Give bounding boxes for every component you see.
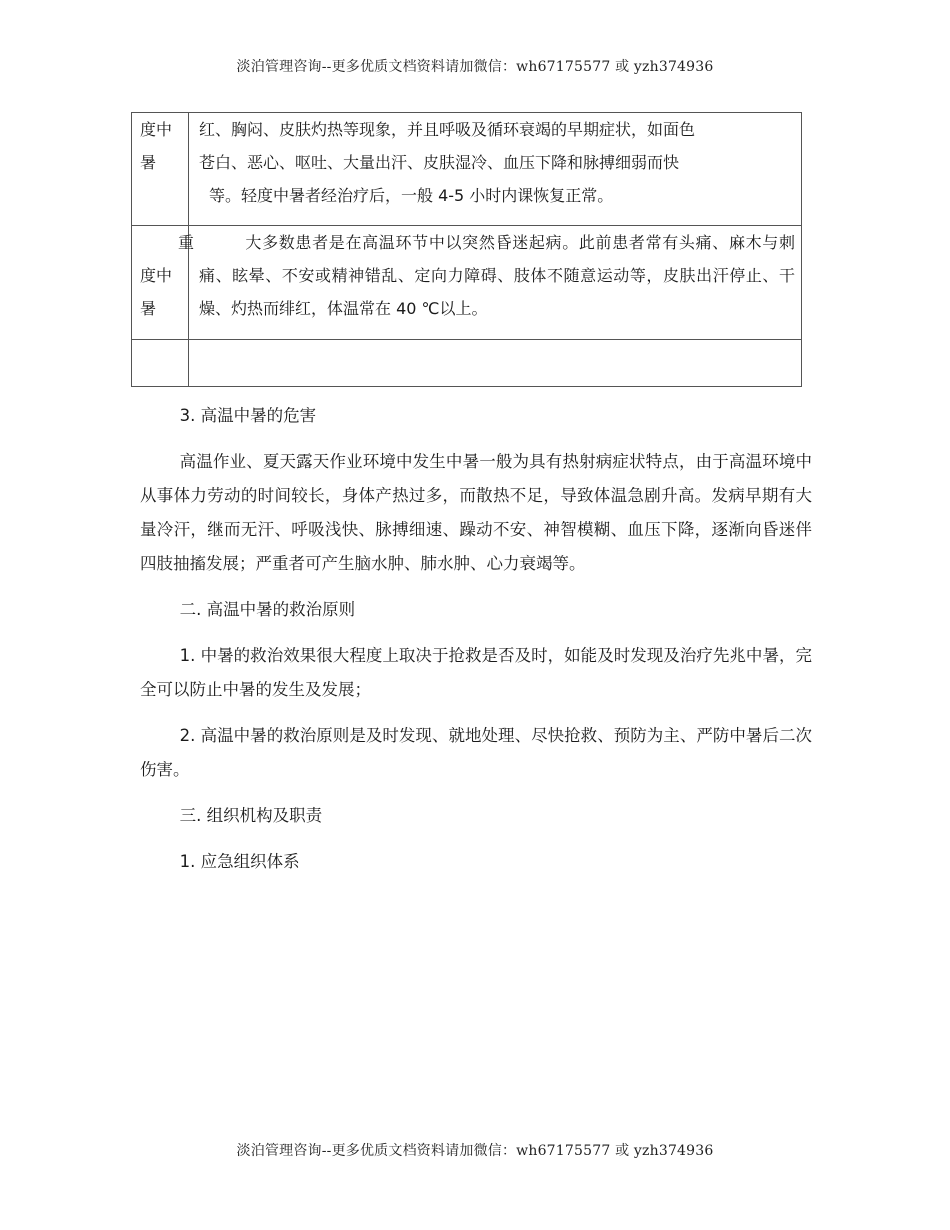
principle-item-2: 2. 高温中暑的救治原则是及时发现、就地处理、尽快抢救、预防为主、严防中暑后二次伤害。 — [140, 726, 812, 779]
document-body — [140, 399, 812, 879]
hazard-paragraph: 高温作业、夏天露天作业环境中发生中暑一般为具有热射病症状特点，由于高温环境中从事体力劳动的时间较长，身体产热过多，而散热不足，导致体温急剧升高。发病早期有大量冷汗，继而无汗、呼吸浅快、脉搏细速、躁动不安、神智模糊、血压下降，逐渐向昏迷伴四肢抽搐发展；严重者可产生脑水肿、肺水肿、心力衰竭等。 — [140, 452, 812, 573]
org-heading: 三. 组织机构及职责 — [179, 806, 323, 825]
severe-label-line: 重 — [178, 233, 195, 252]
mild-label-cell — [132, 113, 189, 226]
severe-label-cell — [132, 226, 195, 340]
page-header: 淡泊管理咨询--更多优质文档资料请加微信：wh67175577 或 yzh374936 — [236, 59, 714, 75]
mild-desc-line: 苍白、恶心、呕吐、大量出汗、皮肤湿冷、血压下降和脉搏细弱而快 — [199, 153, 680, 172]
mild-description-cell — [189, 113, 802, 226]
mild-label-line: 度中 — [140, 120, 173, 139]
empty-cell — [132, 340, 189, 387]
principle-item-1: 1. 中暑的救治效果很大程度上取决于抢救是否及时，如能及时发现及治疗先兆中暑，完全可以防止中暑的发生及发展； — [140, 646, 812, 699]
org-subheading: 1. 应急组织体系 — [179, 852, 300, 871]
severe-label-line: 度中 — [140, 266, 173, 285]
mild-label-line: 暑 — [140, 153, 157, 172]
page-footer: 淡泊管理咨询--更多优质文档资料请加微信：wh67175577 或 yzh374936 — [236, 1143, 714, 1159]
principle-heading: 二. 高温中暑的救治原则 — [179, 600, 356, 619]
mild-desc-line: 红、胸闷、皮肤灼热等现象，并且呼吸及循环衰竭的早期症状，如面色 — [199, 120, 696, 139]
severe-description-cell: 大多数患者是在高温环节中以突然昏迷起病。此前患者常有头痛、麻木与刺痛、眩晕、不安或精神错乱、定向力障碍、肢体不随意运动等，皮肤出汗停止、干燥、灼热而绯红，体温常在 40 ℃以上。 — [189, 226, 802, 340]
mild-desc-line: 等。轻度中暑者经治疗后，一般 4-5 小时内课恢复正常。 — [209, 186, 614, 205]
empty-cell — [189, 340, 802, 387]
hazard-heading: 3. 高温中暑的危害 — [179, 406, 317, 425]
table-row-mild — [132, 113, 802, 226]
table-row-empty — [132, 340, 802, 387]
table-row-severe — [132, 226, 802, 340]
heatstroke-symptom-table — [131, 112, 802, 387]
severe-label-line: 暑 — [140, 299, 157, 318]
